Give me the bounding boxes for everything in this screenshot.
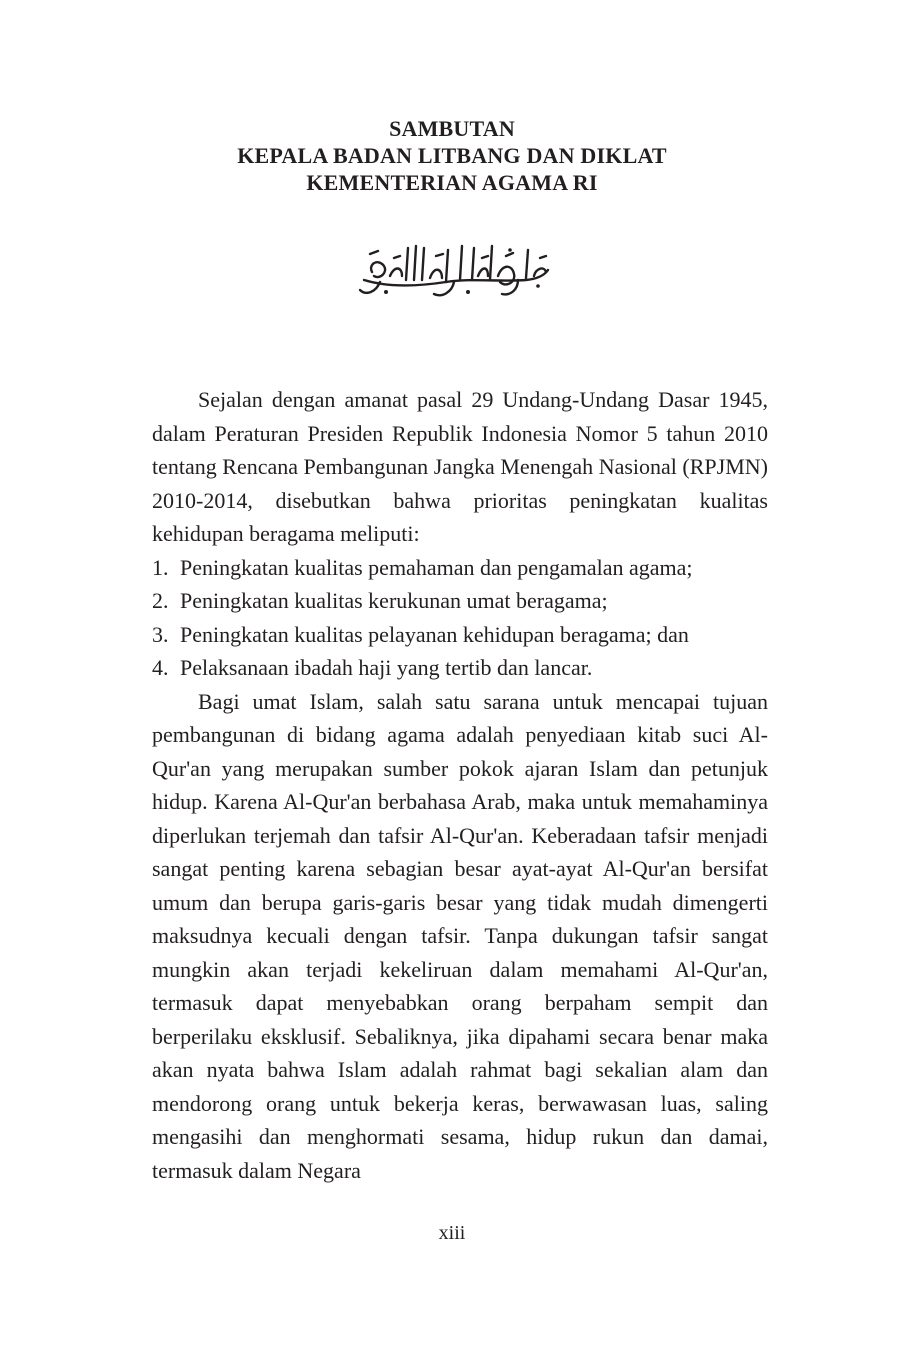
priority-list <box>152 551 768 685</box>
heading-line-2: KEPALA BADAN LITBANG DAN DIKLAT <box>237 143 667 168</box>
list-number: 3. <box>152 621 169 647</box>
list-number: 2. <box>152 588 169 613</box>
list-number: 4. <box>152 655 169 680</box>
heading-line-3: KEMENTERIAN AGAMA RI <box>306 170 598 195</box>
page-number: xiii <box>438 1222 466 1244</box>
heading-line-1: SAMBUTAN <box>389 116 515 141</box>
second-paragraph: Bagi umat Islam, salah satu sarana untuk mencapai tujuan pembangunan di bidang agama adalah penyediaan kitab suci Al-Qur'an yang merupakan sumber pokok ajaran Islam dan petunjuk hidup. Karena Al-Qur'an berbahasa Arab, maka untuk memahaminya diperlukan terjemah dan tafsir Al-Qur'an. Keberadaan tafsir menjadi sangat penting karena sebagian besar ayat-ayat Al-Qur'an bersifat umum dan berupa garis-garis besar yang tidak mudah dimengerti maksudnya kecuali dengan tafsir. Tanpa dukungan tafsir sangat mungkin akan terjadi kekeliruan dalam memahami Al-Qur'an, termasuk dapat menyebabkan orang berpaham sempit dan berperilaku eksklusif. Sebaliknya, jika dipahami secara benar maka akan nyata bahwa Islam adalah rahmat bagi sekalian alam dan mendorong orang untuk bekerja keras, berwawasan luas, saling mengasihi dan menghormati sesama, hidup rukun dan damai, termasuk dalam Negara <box>152 688 768 1183</box>
list-text: Peningkatan kualitas pelayanan kehidupan beragama; dan <box>180 621 689 647</box>
list-item <box>152 551 768 585</box>
list-text: Pelaksanaan ibadah haji yang tertib dan lancar. <box>180 655 593 680</box>
list-text: Peningkatan kualitas pemahaman dan pengamalan agama; <box>180 554 693 580</box>
list-item <box>152 584 768 618</box>
list-item <box>152 651 768 685</box>
list-text: Peningkatan kualitas kerukunan umat beragama; <box>180 588 608 613</box>
intro-paragraph: Sejalan dengan amanat pasal 29 Undang-Undang Dasar 1945, dalam Peraturan Presiden Republik Indonesia Nomor 5 tahun 2010 tentang Rencana Pembangunan Jangka Menengah Nasional (RPJMN) 2010-2014, disebutkan bahwa prioritas peningkatan kualitas kehidupan beragama meliputi: <box>152 387 768 546</box>
body-text <box>152 383 768 1187</box>
list-item <box>152 618 768 652</box>
bismillah-calligraphy <box>350 236 556 304</box>
list-number: 1. <box>152 554 169 580</box>
page-heading <box>0 115 904 196</box>
